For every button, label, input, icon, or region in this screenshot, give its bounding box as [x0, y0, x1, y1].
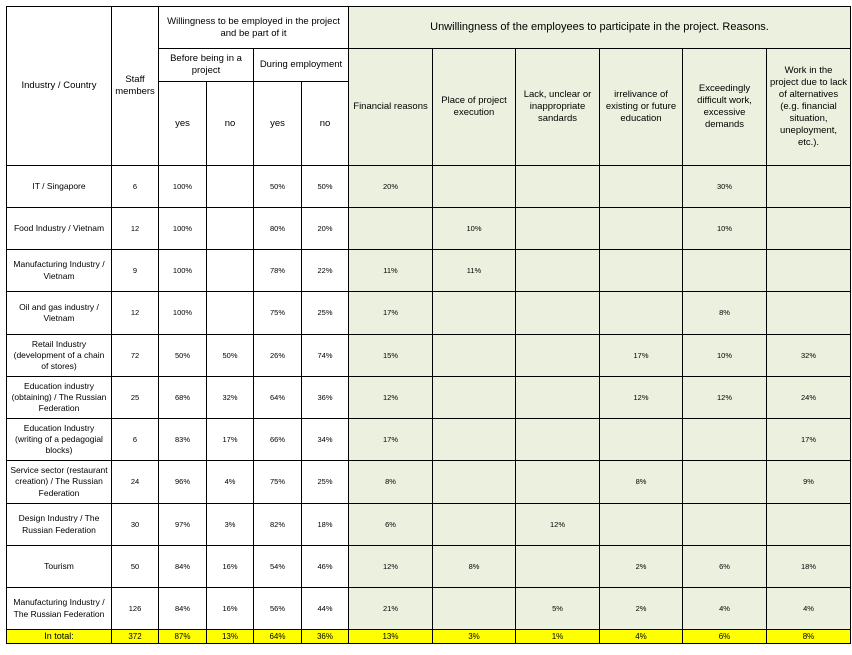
- reason-cell: [516, 461, 600, 504]
- during-yes-cell: 66%: [254, 419, 302, 461]
- reason-cell: [600, 250, 683, 292]
- before-yes-cell: 100%: [159, 166, 207, 208]
- staff-cell: 126: [112, 588, 159, 630]
- header-reason-no-alternatives: Work in the project due to lack of alternatives (e.g. financial situation, uneployment, etc.).: [767, 49, 851, 166]
- industry-cell: Service sector (restaurant creation) / The Russian Federation: [7, 461, 112, 504]
- during-yes-cell: 75%: [254, 292, 302, 335]
- before-yes-cell: 84%: [159, 588, 207, 630]
- reason-cell: 12%: [349, 377, 433, 419]
- total-before-no-cell: 13%: [207, 630, 254, 644]
- industry-cell: Education industry (obtaining) / The Russian Federation: [7, 377, 112, 419]
- reason-cell: [767, 292, 851, 335]
- total-reason-cell: 13%: [349, 630, 433, 644]
- reason-cell: [433, 588, 516, 630]
- total-row: [7, 630, 851, 644]
- reason-cell: [516, 166, 600, 208]
- reason-cell: [516, 377, 600, 419]
- reason-cell: [349, 208, 433, 250]
- reason-cell: 8%: [683, 292, 767, 335]
- reason-cell: [433, 461, 516, 504]
- reason-cell: 17%: [349, 419, 433, 461]
- reason-cell: 10%: [683, 335, 767, 377]
- staff-cell: 12: [112, 292, 159, 335]
- reason-cell: [433, 419, 516, 461]
- table-row: [7, 377, 851, 419]
- industry-cell: Manufacturing Industry / The Russian Federation: [7, 588, 112, 630]
- header-unwillingness: Unwillingness of the employees to participate in the project. Reasons.: [349, 7, 851, 49]
- total-reason-cell: 1%: [516, 630, 600, 644]
- total-label: In total:: [7, 630, 112, 644]
- reason-cell: 2%: [600, 546, 683, 588]
- table-row: [7, 292, 851, 335]
- staff-cell: 30: [112, 504, 159, 546]
- reason-cell: [767, 250, 851, 292]
- total-staff-cell: 372: [112, 630, 159, 644]
- during-yes-cell: 54%: [254, 546, 302, 588]
- reason-cell: 12%: [683, 377, 767, 419]
- reason-cell: 17%: [767, 419, 851, 461]
- staff-cell: 72: [112, 335, 159, 377]
- reason-cell: [683, 461, 767, 504]
- reason-cell: 9%: [767, 461, 851, 504]
- header-before-project: Before being in a project: [159, 49, 254, 82]
- during-no-cell: 46%: [302, 546, 349, 588]
- reason-cell: [516, 419, 600, 461]
- total-during-no-cell: 36%: [302, 630, 349, 644]
- before-yes-cell: 68%: [159, 377, 207, 419]
- during-no-cell: 22%: [302, 250, 349, 292]
- table-body: [7, 166, 851, 644]
- staff-cell: 6: [112, 166, 159, 208]
- total-reason-cell: 3%: [433, 630, 516, 644]
- header-during-no: no: [302, 82, 349, 166]
- reason-cell: 21%: [349, 588, 433, 630]
- before-yes-cell: 100%: [159, 292, 207, 335]
- industry-cell: Food Industry / Vietnam: [7, 208, 112, 250]
- total-before-yes-cell: 87%: [159, 630, 207, 644]
- industry-cell: Education Industry (writing of a pedagogial blocks): [7, 419, 112, 461]
- reason-cell: 11%: [349, 250, 433, 292]
- during-no-cell: 34%: [302, 419, 349, 461]
- table-row: [7, 461, 851, 504]
- header-during-yes: yes: [254, 82, 302, 166]
- reason-cell: [600, 419, 683, 461]
- reason-cell: 6%: [349, 504, 433, 546]
- header-willingness: Willingness to be employed in the project and be part of it: [159, 7, 349, 49]
- header-reason-financial: Financial reasons: [349, 49, 433, 166]
- table-row: [7, 419, 851, 461]
- during-yes-cell: 78%: [254, 250, 302, 292]
- reason-cell: [516, 208, 600, 250]
- table-row: [7, 588, 851, 630]
- staff-cell: 9: [112, 250, 159, 292]
- table-row: [7, 208, 851, 250]
- header-reason-place: Place of project execution: [433, 49, 516, 166]
- reason-cell: 32%: [767, 335, 851, 377]
- reason-cell: [683, 504, 767, 546]
- during-no-cell: 36%: [302, 377, 349, 419]
- reason-cell: [600, 166, 683, 208]
- industry-cell: Retail Industry (development of a chain of stores): [7, 335, 112, 377]
- reason-cell: [433, 292, 516, 335]
- reason-cell: 12%: [516, 504, 600, 546]
- table-row: [7, 546, 851, 588]
- reason-cell: 6%: [683, 546, 767, 588]
- during-yes-cell: 50%: [254, 166, 302, 208]
- reason-cell: [600, 208, 683, 250]
- during-no-cell: 25%: [302, 292, 349, 335]
- before-no-cell: 16%: [207, 588, 254, 630]
- before-yes-cell: 84%: [159, 546, 207, 588]
- staff-cell: 50: [112, 546, 159, 588]
- reason-cell: 20%: [349, 166, 433, 208]
- table-row: [7, 250, 851, 292]
- reason-cell: 8%: [349, 461, 433, 504]
- before-yes-cell: 100%: [159, 250, 207, 292]
- during-yes-cell: 56%: [254, 588, 302, 630]
- before-no-cell: 50%: [207, 335, 254, 377]
- during-no-cell: 44%: [302, 588, 349, 630]
- reason-cell: [683, 419, 767, 461]
- before-yes-cell: 97%: [159, 504, 207, 546]
- before-yes-cell: 50%: [159, 335, 207, 377]
- during-yes-cell: 26%: [254, 335, 302, 377]
- industry-cell: Manufacturing Industry / Vietnam: [7, 250, 112, 292]
- before-no-cell: 32%: [207, 377, 254, 419]
- survey-table: [6, 6, 851, 644]
- before-no-cell: [207, 292, 254, 335]
- reason-cell: 12%: [600, 377, 683, 419]
- before-no-cell: [207, 208, 254, 250]
- during-yes-cell: 75%: [254, 461, 302, 504]
- reason-cell: [600, 292, 683, 335]
- header-industry-country: Industry / Country: [7, 7, 112, 166]
- reason-cell: 17%: [349, 292, 433, 335]
- staff-cell: 6: [112, 419, 159, 461]
- during-yes-cell: 80%: [254, 208, 302, 250]
- reason-cell: 24%: [767, 377, 851, 419]
- industry-cell: Oil and gas industry / Vietnam: [7, 292, 112, 335]
- table-row: [7, 166, 851, 208]
- reason-cell: [516, 250, 600, 292]
- reason-cell: [433, 335, 516, 377]
- header-before-no: no: [207, 82, 254, 166]
- reason-cell: [516, 292, 600, 335]
- reason-cell: 8%: [433, 546, 516, 588]
- before-no-cell: [207, 166, 254, 208]
- header-staff-members: Staff members: [112, 7, 159, 166]
- header-during-employment: During employment: [254, 49, 349, 82]
- staff-cell: 25: [112, 377, 159, 419]
- total-reason-cell: 8%: [767, 630, 851, 644]
- header-reason-education: irrelivance of existing or future education: [600, 49, 683, 166]
- reason-cell: [767, 208, 851, 250]
- reason-cell: 17%: [600, 335, 683, 377]
- reason-cell: 30%: [683, 166, 767, 208]
- before-no-cell: 3%: [207, 504, 254, 546]
- before-yes-cell: 96%: [159, 461, 207, 504]
- reason-cell: [433, 377, 516, 419]
- staff-cell: 24: [112, 461, 159, 504]
- reason-cell: 15%: [349, 335, 433, 377]
- during-no-cell: 25%: [302, 461, 349, 504]
- industry-cell: IT / Singapore: [7, 166, 112, 208]
- before-no-cell: 16%: [207, 546, 254, 588]
- header-reason-standards: Lack, unclear or inappropriate sandards: [516, 49, 600, 166]
- total-during-yes-cell: 64%: [254, 630, 302, 644]
- before-no-cell: 17%: [207, 419, 254, 461]
- reason-cell: 12%: [349, 546, 433, 588]
- reason-cell: [683, 250, 767, 292]
- during-no-cell: 50%: [302, 166, 349, 208]
- during-no-cell: 18%: [302, 504, 349, 546]
- reason-cell: 8%: [600, 461, 683, 504]
- reason-cell: [600, 504, 683, 546]
- reason-cell: 10%: [433, 208, 516, 250]
- before-no-cell: [207, 250, 254, 292]
- reason-cell: [433, 166, 516, 208]
- reason-cell: 10%: [683, 208, 767, 250]
- reason-cell: [516, 335, 600, 377]
- reason-cell: [433, 504, 516, 546]
- total-reason-cell: 6%: [683, 630, 767, 644]
- during-no-cell: 20%: [302, 208, 349, 250]
- reason-cell: 4%: [767, 588, 851, 630]
- before-yes-cell: 100%: [159, 208, 207, 250]
- reason-cell: 4%: [683, 588, 767, 630]
- before-yes-cell: 83%: [159, 419, 207, 461]
- reason-cell: [516, 546, 600, 588]
- reason-cell: 5%: [516, 588, 600, 630]
- before-no-cell: 4%: [207, 461, 254, 504]
- reason-cell: 18%: [767, 546, 851, 588]
- header-before-yes: yes: [159, 82, 207, 166]
- table-row: [7, 504, 851, 546]
- staff-cell: 12: [112, 208, 159, 250]
- header-reason-difficult-work: Exceedingly difficult work, excessive demands: [683, 49, 767, 166]
- reason-cell: 2%: [600, 588, 683, 630]
- industry-cell: Tourism: [7, 546, 112, 588]
- during-yes-cell: 64%: [254, 377, 302, 419]
- table-row: [7, 335, 851, 377]
- reason-cell: 11%: [433, 250, 516, 292]
- total-reason-cell: 4%: [600, 630, 683, 644]
- reason-cell: [767, 504, 851, 546]
- reason-cell: [767, 166, 851, 208]
- during-yes-cell: 82%: [254, 504, 302, 546]
- during-no-cell: 74%: [302, 335, 349, 377]
- industry-cell: Design Industry / The Russian Federation: [7, 504, 112, 546]
